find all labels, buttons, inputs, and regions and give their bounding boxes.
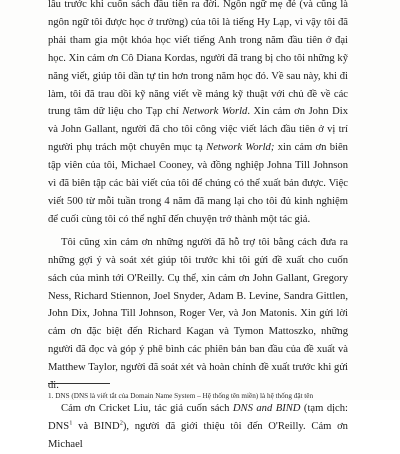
paragraph: [48, 400, 348, 454]
footnote-reference: 1: [69, 419, 73, 427]
text-run: . Xin cảm ơn John Dix và John Gallant, người đã cho tôi công việc viết lách đầu tiên ở vị trí người phụ trách một chuyên mục tạ: [48, 106, 348, 154]
text-run: và BIND: [72, 420, 120, 432]
italic-text: Network World;: [206, 142, 275, 154]
text-run: ), người đã giới thiệu tôi đến O'Reilly. Cảm ơn Michael: [48, 420, 348, 450]
text-run: (tạm dịch: DNS: [48, 402, 348, 432]
footnote-reference: 2: [119, 419, 123, 427]
text-run: Tôi cũng xin cảm ơn những người đã hỗ trợ tôi bằng cách đưa ra những gợi ý và soát xét giúp tôi trước khi tôi gửi đề xuất cho cuốn sách của mình tới O'Reilly. Cụ thể, xin cảm ơn John Gallant, Gregory Ness, Richard Stiennon, Joel Snyder, Adam B. Levine, Sandra Gittlen, John Dix, Johna Till Johnson, Roger Ver, và Jon Matonis. Xin gửi lời cảm ơn đặc biệt đến Richard Kagan và Tymon Mattoszko, những người đã đọc và góp ý phê bình các phiên bản ban đầu của đề xuất và Matthew Taylor, người đã soát xét và hoàn chỉnh đề xuất trước khi gửi đi.: [48, 236, 348, 392]
body-text: [48, 0, 348, 454]
footnote-divider: [48, 383, 110, 384]
paragraph: [48, 0, 348, 229]
text-run: lâu trước khi cuốn sách đầu tiên ra đời. Ngôn ngữ mẹ đẻ (và cũng là ngôn ngữ tôi được học ở trường) của tôi là tiếng Hy Lạp, vì vậy tôi đã phải tham gia một khóa học viết tiếng Anh trong năm đầu tiên ở đại học. Xin cảm ơn Cô Diana Kordas, người đã trang bị cho tôi những kỹ năng viết, giúp tôi dần tự tin hơn trong năm học đó. Về sau này, khi đi làm, tôi đã trau dồi kỹ năng viết về mảng kỹ thuật với chủ đề về các trung tâm dữ liệu cho Tạp chí: [48, 0, 348, 118]
paragraph: [48, 234, 348, 395]
italic-text: Network World: [182, 106, 248, 118]
text-run: xin cảm ơn biên tập viên của tôi, Michael Cooney, và đồng nghiệp Johna Till Johnson vì đã biên tập các bài viết của tôi để chúng có thể xuất bản được. Việc viết 500 từ mỗi tuần trong 4 năm đã mang lại cho tôi đủ kinh nghiệm để cuối cùng tôi có thể nghĩ đến chuyện trở thành một tác giả.: [48, 142, 348, 225]
italic-text: DNS and BIND: [232, 402, 301, 414]
footnote: 1. DNS (DNS là viết tắt của Domain Name System – Hệ thống tên miền) là hệ thống đặt tên: [48, 392, 314, 400]
text-run: Cảm ơn Cricket Liu, tác giả cuốn sách: [61, 402, 233, 414]
